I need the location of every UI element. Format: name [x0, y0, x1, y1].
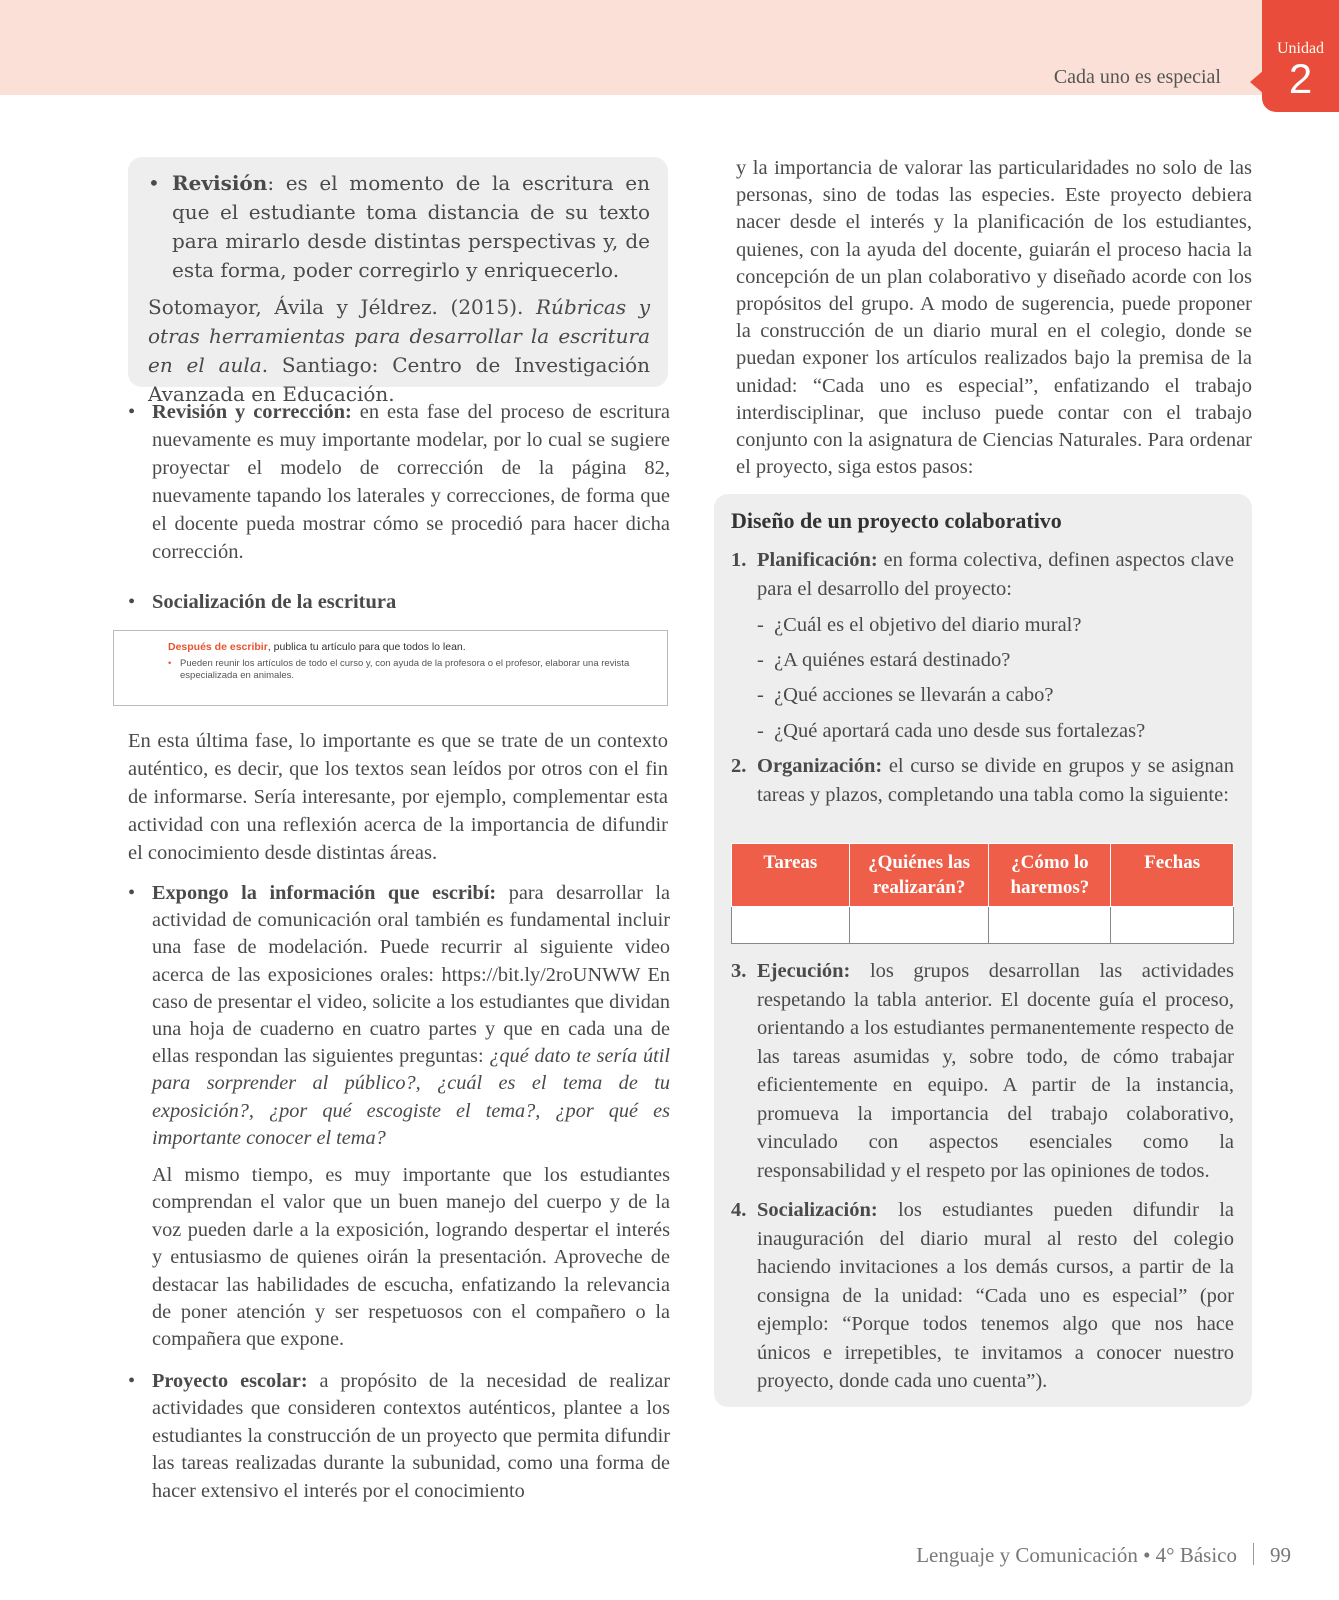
- step-text: los estudiantes pueden difundir la inauguración del diario mural al resto del colegio haciendo invitaciones a los demás cursos, a partir de la consigna de la unidad: “Cada uno es especial” (por ejemplo: “Porque todos tenemos algo que nos hace únicos e irrepetibles, te invitamos a conocer nuestro proyecto, donde cada uno cuenta”).: [757, 1199, 1234, 1392]
- page-number: 99: [1270, 1543, 1291, 1567]
- unit-number: 2: [1288, 55, 1313, 102]
- proyecto-item: [128, 1368, 670, 1505]
- table-header-cell: ¿Quiénes las realizarán?: [849, 844, 989, 907]
- step-3: [731, 957, 1234, 1185]
- table-header-cell: Tareas: [732, 844, 850, 907]
- page-footer: [916, 1543, 1291, 1568]
- revision-correccion-item: [128, 398, 670, 566]
- question-1: - ¿Cuál es el objetivo del diario mural?: [757, 614, 1082, 636]
- question-text: ¿Qué acciones se llevarán a cabo?: [774, 684, 1054, 706]
- expongo-questions: ¿qué dato te sería útil para sorprender al público?, ¿cuál es el tema de tu exposición?, ¿por qué escogiste el tema?, ¿por qué es importante conocer el tema?: [152, 1045, 670, 1149]
- step-text: los grupos desarrollan las actividades respetando la tabla anterior. El docente guía el proceso, orientando a los estudiantes permanentemente respecto de las tareas asumidas y, sobre todo, de cómo trabajar eficientemente en equipo. A partir de la instancia, promueva la importancia del trabajo colaborativo, vinculado con aspectos esenciales como la responsabilidad y el respeto por las opiniones de todos.: [757, 960, 1234, 1182]
- step-text: el curso se divide en grupos y se asignan tareas y plazos, completando una tabla como la siguiente:: [757, 755, 1234, 806]
- table-cell: [732, 907, 850, 944]
- rc-text: en esta fase del proceso de escritura nuevamente es muy importante modelar, por lo cual se sugiere proyectar el modelo de corrección de la página 82, nuevamente tapando los laterales y correcciones, de forma que el docente pueda mostrar cómo se procedió para hacer dicha corrección.: [152, 401, 671, 563]
- quote-box: [128, 157, 668, 406]
- organization-table: [731, 843, 1234, 944]
- footer-separator: [1253, 1543, 1254, 1565]
- step-number: 1.: [731, 549, 747, 571]
- question-text: ¿Qué aportará cada uno desde sus fortalezas?: [774, 720, 1146, 742]
- table-row: [732, 907, 1234, 944]
- step-term: Organización:: [757, 755, 883, 777]
- proyecto-term: Proyecto escolar:: [152, 1370, 308, 1392]
- reference: [148, 293, 650, 409]
- step-number: 3.: [731, 960, 747, 982]
- question-text: ¿A quiénes estará destinado?: [774, 649, 1011, 671]
- step-text: en forma colectiva, definen aspectos clave para el desarrollo del proyecto:: [757, 549, 1234, 600]
- table-header-cell: ¿Cómo lo haremos?: [989, 844, 1111, 907]
- unit-label: Unidad: [1276, 40, 1325, 57]
- step-1: [731, 546, 1234, 603]
- step-term: Socialización:: [757, 1199, 878, 1221]
- revision-term: Revisión: [172, 171, 268, 195]
- project-box-title: Diseño de un proyecto colaborativo: [731, 508, 1062, 533]
- table-header-cell: Fechas: [1111, 844, 1234, 907]
- step-number: 4.: [731, 1199, 747, 1221]
- question-2: - ¿A quiénes estará destinado?: [757, 649, 1011, 671]
- snippet-highlight: Después de escribir: [168, 641, 268, 653]
- question-4: - ¿Qué aportará cada uno desde sus fortalezas?: [757, 720, 1146, 742]
- step-4: [731, 1196, 1234, 1396]
- proyecto-text: a propósito de la necesidad de realizar actividades que consideren contextos auténticos, plantee a los estudiantes la construcción de un proyecto que permita difundir las tareas realizadas durante la subunidad, como una forma de hacer extensivo el interés por el conocimiento: [152, 1370, 670, 1502]
- question-text: ¿Cuál es el objetivo del diario mural?: [774, 614, 1082, 636]
- step-term: Planificación:: [757, 549, 878, 571]
- step-term: Ejecución:: [757, 960, 851, 982]
- textbook-snippet: [113, 630, 668, 706]
- expongo-text: para desarrollar la actividad de comunicación oral también es fundamental incluir una fase de modelación. Puede recurrir al siguiente video acerca de las exposiciones orales: https://bit.ly/2roUNWW En caso de presentar el video, solicite a los estudiantes que dividan una hoja de cuaderno en cuatro partes y que en cada una de ellas respondan las siguientes preguntas:: [152, 882, 670, 1068]
- table-cell: [849, 907, 989, 944]
- table-cell: [989, 907, 1111, 944]
- step-2: [731, 752, 1234, 809]
- ref-rest: . Santiago: Centro de Investigación Avanzada en Educación.: [148, 353, 650, 406]
- snippet-bullet: • Pueden reunir los artículos de todo el curso y, con ayuda de la profesora o el profesor, elaborar una revista especializada en animales.: [168, 658, 653, 682]
- question-3: - ¿Qué acciones se llevarán a cabo?: [757, 684, 1054, 706]
- same-time-paragraph: Al mismo tiempo, es muy importante que los estudiantes comprendan el valor que un buen manejo del cuerpo y de la voz pueden darle a la exposición, logrando despertar el interés y entusiasmo de quienes oirán la presentación. Aproveche de destacar las habilidades de escucha, enfatizando la relevancia de poner atención y ser respetuosos con el compañero o la compañera que expone.: [152, 1164, 670, 1351]
- step-number: 2.: [731, 755, 747, 777]
- expongo-term: Expongo la información que escribí:: [152, 882, 497, 904]
- revision-paragraph: [148, 169, 650, 285]
- intro-paragraph: y la importancia de valorar las particularidades no solo de las personas, sino de todas las especies. Este proyecto debiera nacer desde el interés y la planificación de los estudiantes, quienes, con la ayuda del docente, guiarán el proceso hacia la concepción de un plan colaborativo y diseñado acorde con los propósitos del grupo. A modo de sugerencia, puede proponer la construcción de un diario mural en el colegio, donde se puedan exponer los artículos realizados bajo la premisa de la unidad: “Cada uno es especial”, enfatizando el trabajo interdisciplinar, que incluso puede contar con el trabajo conjunto con la asignatura de Ciencias Naturales. Para ordenar el proyecto, siga estos pasos:: [736, 157, 1252, 479]
- ref-authors: Sotomayor, Ávila y Jéldrez. (2015).: [148, 295, 536, 319]
- rc-term: Revisión y corrección:: [152, 401, 352, 423]
- socializacion-item: [128, 588, 670, 616]
- phase-paragraph: En esta última fase, lo importante es que se trate de un contexto auténtico, es decir, que los textos sean leídos por otros con el fin de informarse. Sería interesante, por ejemplo, complementar esta actividad con una reflexión acerca de la importancia de difundir el conocimiento desde distintas áreas.: [128, 730, 668, 864]
- unit-tab: [1262, 0, 1339, 112]
- expongo-item: [128, 880, 670, 1152]
- ref-title: Rúbricas y otras herramientas para desarrollar la escritura en el aula: [148, 295, 650, 377]
- table-cell: [1111, 907, 1234, 944]
- table-header-row: [732, 844, 1234, 907]
- unit-title: Cada uno es especial: [1053, 66, 1221, 88]
- social-term: Socialización de la escritura: [152, 591, 397, 613]
- revision-text: : es el momento de la escritura en que el estudiante toma distancia de su texto para mirarlo desde distintas perspectivas y, de esta forma, poder corregirlo y enriquecerlo.: [172, 171, 650, 282]
- snippet-text: , publica tu artículo para que todos lo lean.: [267, 641, 466, 653]
- footer-subject: Lenguaje y Comunicación • 4° Básico: [916, 1543, 1237, 1567]
